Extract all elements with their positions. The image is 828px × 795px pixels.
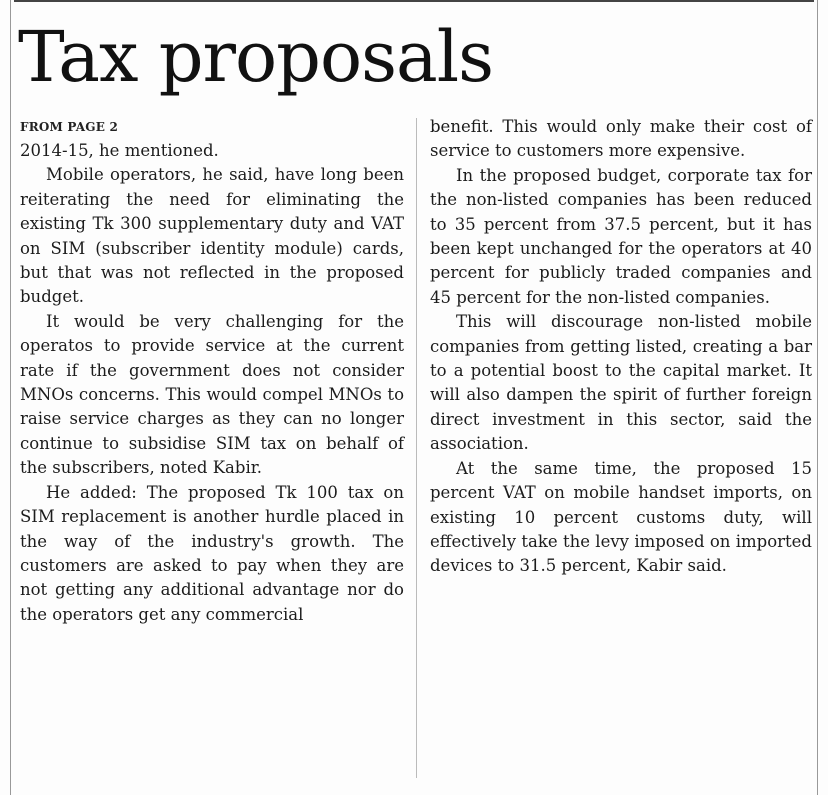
right-column xyxy=(430,115,812,579)
paragraph: 2014-15, he mentioned. xyxy=(20,141,219,160)
left-column xyxy=(20,139,404,627)
paragraph: benefit. This would only make their cost of service to customers more expensive. xyxy=(430,117,812,161)
left-border xyxy=(10,0,11,795)
paragraph: Mobile operators, he said, have long been reiterating the need for eliminating the existing Tk 300 supplementary duty and VAT on SIM (subscriber identity module) cards, but that was not reflected in the proposed budget. xyxy=(20,165,404,307)
top-rule xyxy=(14,0,814,2)
paragraph: In the proposed budget, corporate tax for the non-listed companies has been reduced to 35 percent from 37.5 percent, but it has been kept unchanged for the operators at 40 percent for publicly traded companies and 45 percent for the non-listed companies. xyxy=(430,165,812,307)
column-divider xyxy=(416,118,417,778)
paragraph: It would be very challenging for the operatos to provide service at the current rate if the government does not consider MNOs concerns. This would compel MNOs to raise service charges as they can no longer continue to subsidise SIM tax on behalf of the subscribers, noted Kabir. xyxy=(20,311,404,478)
continuation-kicker: FROM PAGE 2 xyxy=(20,120,118,134)
paragraph: At the same time, the proposed 15 percent VAT on mobile handset imports, on existing 10 percent customs duty, will effectively take the levy imposed on imported devices to 31.5 percent, Kabir said. xyxy=(430,458,812,576)
headline: Tax proposals xyxy=(18,16,494,98)
paragraph: This will discourage non-listed mobile companies from getting listed, creating a bar to a potential boost to the capital market. It will also dampen the spirit of further foreign direct investment in this sector, said the association. xyxy=(430,312,812,454)
right-border xyxy=(817,0,818,795)
paragraph: He added: The proposed Tk 100 tax on SIM replacement is another hurdle placed in the way of the industry's growth. The customers are asked to pay when they are not getting any additional advantage nor do the operators get any commercial xyxy=(20,482,404,624)
